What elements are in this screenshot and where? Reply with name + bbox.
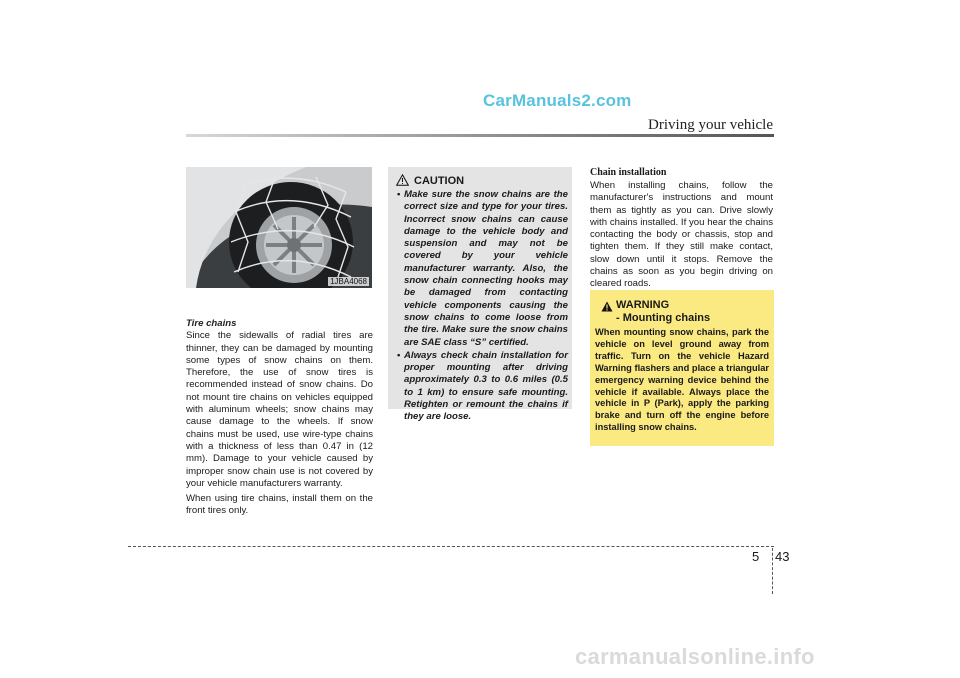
- page-number: 43: [775, 549, 790, 564]
- tire-chains-heading: Tire chains: [186, 318, 237, 329]
- page-divider: [772, 548, 773, 594]
- section-title: Driving your vehicle: [648, 117, 773, 133]
- watermark-bottom: carmanualsonline.info: [575, 644, 815, 669]
- warning-title: WARNING: [616, 299, 670, 311]
- caution-item: • Make sure the snow chains are the correct size and type for your tires. Incorrect snow chains can cause damage to the vehicle body and suspension and may not be covered by your vehicle manufacturer warranty. Also, the snow chain connecting hooks may be damaged from contacting vehicle components causing the snow chains to come loose from the tire. Make sure the snow chains are SAE class “S” certified.: [394, 189, 568, 349]
- caution-title: CAUTION: [414, 175, 465, 187]
- tire-chains-photo: [186, 167, 372, 288]
- tire-with-chains-photo: [186, 167, 372, 288]
- watermark-top: CarManuals2.com: [483, 91, 632, 110]
- warning-text: When mounting snow chains, park the vehicle on level ground away from traffic. Turn on the vehicle Hazard Warning flashers and place a triangular emergency warning device behind the vehicle if available. Always place the vehicle in P (Park), apply the parking brake and turn off the engine before installing snow chains.: [595, 327, 769, 433]
- photo-code: 1JBA4068: [330, 277, 367, 286]
- caution-item: • Always check chain installation for proper mounting after driving approximately 0.3 to 0.6 miles (0.5 to 1 km) to ensure safe mounting. Retighten or remount the chains if they are loose.: [394, 350, 568, 424]
- header-rule: [186, 134, 774, 137]
- chain-installation-heading: Chain installation: [590, 167, 667, 178]
- section-number: 5: [752, 549, 760, 564]
- caution-list: [394, 189, 568, 425]
- footer-rule: [128, 546, 774, 547]
- warning-box: [590, 290, 774, 446]
- warning-subtitle: - Mounting chains: [616, 312, 711, 324]
- tire-chains-paragraph: Since the sidewalls of radial tires are thinner, they can be damaged by mounting some types of snow chains on them. Therefore, the use of snow tires is recommended instead of snow chains. Do not mount tire chains on vehicles equipped with aluminum wheels; snow chains may cause damage to the wheels. If snow chains must be used, use wire-type chains with a thickness of less than 0.47 in (12 mm). Damage to your vehicle caused by improper snow chain use is not covered by your vehicle manufacturers warranty.: [186, 330, 373, 489]
- caution-triangle-icon: [396, 174, 409, 186]
- tire-chains-paragraph: When using tire chains, install them on the front tires only.: [186, 493, 373, 517]
- warning-triangle-icon: [601, 301, 613, 312]
- tire-chains-section: [186, 318, 373, 521]
- chain-installation-text: When installing chains, follow the manufacturer's instructions and mount them as tightly as you can. Drive slowly with chains installed. If you hear the chains contacting the body or chassis, stop and tighten them. If they still make contact, slow down until it stops. Remove the chains as soon as you begin driving on cleared roads.: [590, 180, 773, 290]
- caution-box: [388, 167, 572, 423]
